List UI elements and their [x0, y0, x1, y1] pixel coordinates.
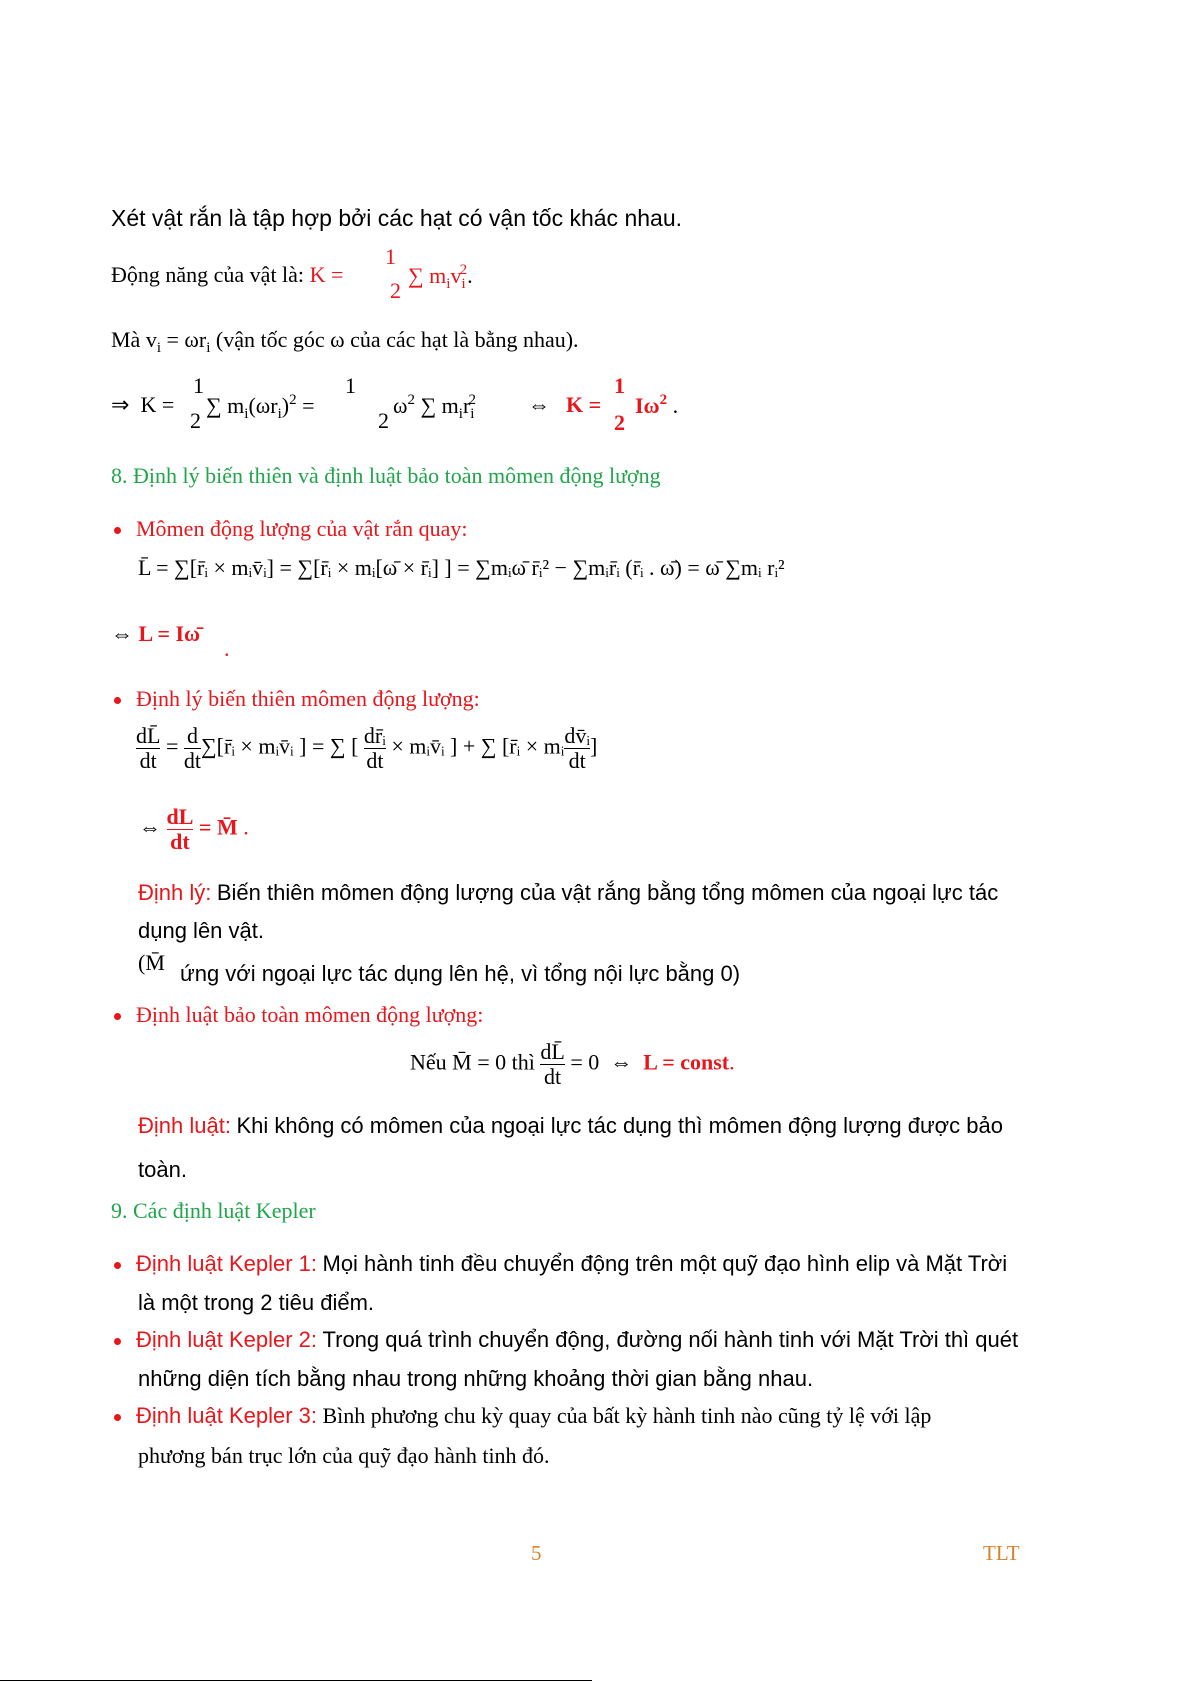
theorem-definition-cont: dụng lên vật.: [138, 918, 264, 943]
footer-author: TLT: [983, 1541, 1020, 1565]
velocity-relation: Mà $v_i = \omega r_i$ (vận tốc góc ω của các hạt là bằng nhau).: [111, 327, 579, 356]
bullet-dot: [114, 1414, 121, 1421]
conservation-definition-cont: toàn.: [138, 1157, 187, 1182]
angular-momentum-dot: .: [224, 636, 230, 661]
bullet-dot: [114, 1013, 121, 1020]
kinetic-frac-den: 2: [390, 278, 401, 303]
derivation-part1: ∑ $m_i(\omega r_i)^2$ =: [206, 392, 315, 422]
theorem-result: ⇔ $\frac{dL}{dt}$ = M̄ .: [139, 804, 249, 854]
kepler-2-cont: những diện tích bằng nhau trong những khoảng thời gian bằng nhau.: [138, 1366, 814, 1391]
kinetic-frac-num: 1: [385, 244, 396, 269]
theorem-note-sym: (M̄: [138, 950, 165, 975]
kepler-3-cont: phương bán trục lớn của quỹ đạo hành tinh đó.: [138, 1443, 550, 1468]
kinetic-sum: ∑ $m_iv_i^2$.: [408, 262, 473, 292]
kinetic-result-lhs: K =: [566, 392, 602, 417]
derivation-part2: $\omega^2$ ∑ $m_ir_i^2$: [393, 392, 476, 422]
angular-momentum-result: ⇔ L = Iω̄: [111, 621, 201, 646]
theorem-title: Định lý biến thiên mômen động lượng:: [136, 686, 480, 711]
bullet-dot: [114, 697, 121, 704]
theorem-formula: $\frac{dL̄}{dt}$ = $\frac{d}{dt}$ ∑[r̄ᵢ × mᵢv̄ᵢ ] = ∑ [ $\frac{\text{dr̄ᵢ}}{dt}$ × mᵢv̄ᵢ ] + ∑ [r̄ᵢ × mᵢ $\frac{\text{dv̄ᵢ}}{dt}$ ]: [136, 723, 598, 773]
conservation-definition: Định luật: Khi không có mômen của ngoại lực tác dụng thì mômen động lượng được bảo: [138, 1113, 1003, 1138]
kepler-1: Định luật Kepler 1: Mọi hành tinh đều chuyển động trên một quỹ đạo hình elip và Mặt Trời: [136, 1251, 1008, 1276]
intro-text: Xét vật rắn là tập hợp bởi các hạt có vận tốc khác nhau.: [111, 205, 683, 231]
kinetic-lhs: K =: [309, 262, 344, 287]
derivation-frac1-den: 2: [190, 408, 201, 433]
bullet-dot: [114, 527, 121, 534]
kinetic-result-den: 2: [614, 410, 625, 435]
conservation-title: Định luật bảo toàn mômen động lượng:: [136, 1002, 484, 1027]
footer-rule: [0, 1680, 592, 1681]
bullet-dot: [114, 1262, 121, 1269]
bullet-dot: [114, 1338, 121, 1345]
kepler-1-cont: là một trong 2 tiêu điểm.: [138, 1290, 375, 1315]
derivation-frac2-num: 1: [345, 373, 356, 398]
derivation-frac1-num: 1: [193, 373, 204, 398]
angular-momentum-formula: L̄ = ∑[r̄ᵢ × mᵢv̄ᵢ] = ∑[r̄ᵢ × mᵢ[ω̄ × r̄ᵢ] ] = ∑mᵢω̄ r̄ᵢ² − ∑mᵢr̄ᵢ (r̄ᵢ . ω̄) = ω̄ ∑mᵢ rᵢ²: [138, 555, 785, 580]
kinetic-result-num: 1: [614, 373, 625, 398]
kinetic-energy-line: [111, 262, 343, 288]
derivation-line: ⇒ K =: [111, 392, 175, 417]
theorem-definition: Định lý: Biến thiên mômen động lượng của vật rắng bằng tổng mômen của ngoại lực tác: [138, 880, 999, 905]
kinetic-result-rhs: $I\omega^2$ .: [635, 392, 679, 418]
conservation-formula: Nếu M̄ = 0 thì $\frac{dL̄}{dt}$ = 0 ⇔ L = const.: [410, 1039, 735, 1089]
kepler-3: Định luật Kepler 3: Bình phương chu kỳ quay của bất kỳ hành tinh nào cũng tỷ lệ với lập: [136, 1403, 932, 1428]
kepler-2: Định luật Kepler 2: Trong quá trình chuyển động, đường nối hành tinh với Mặt Trời thì quét: [136, 1327, 1019, 1352]
section-8-heading: 8. Định lý biến thiên và định luật bảo toàn mômen động lượng: [111, 463, 661, 488]
angular-momentum-title: Mômen động lượng của vật rắn quay:: [136, 516, 468, 541]
kinetic-label: Động năng của vật là:: [111, 262, 305, 287]
page-number: 5: [531, 1541, 542, 1565]
section-9-heading: 9. Các định luật Kepler: [111, 1198, 316, 1223]
derivation-equiv: ⇔: [528, 392, 550, 417]
theorem-note: ứng với ngoại lực tác dụng lên hệ, vì tổng nội lực bằng 0): [180, 961, 741, 986]
derivation-frac2-den: 2: [378, 408, 389, 433]
